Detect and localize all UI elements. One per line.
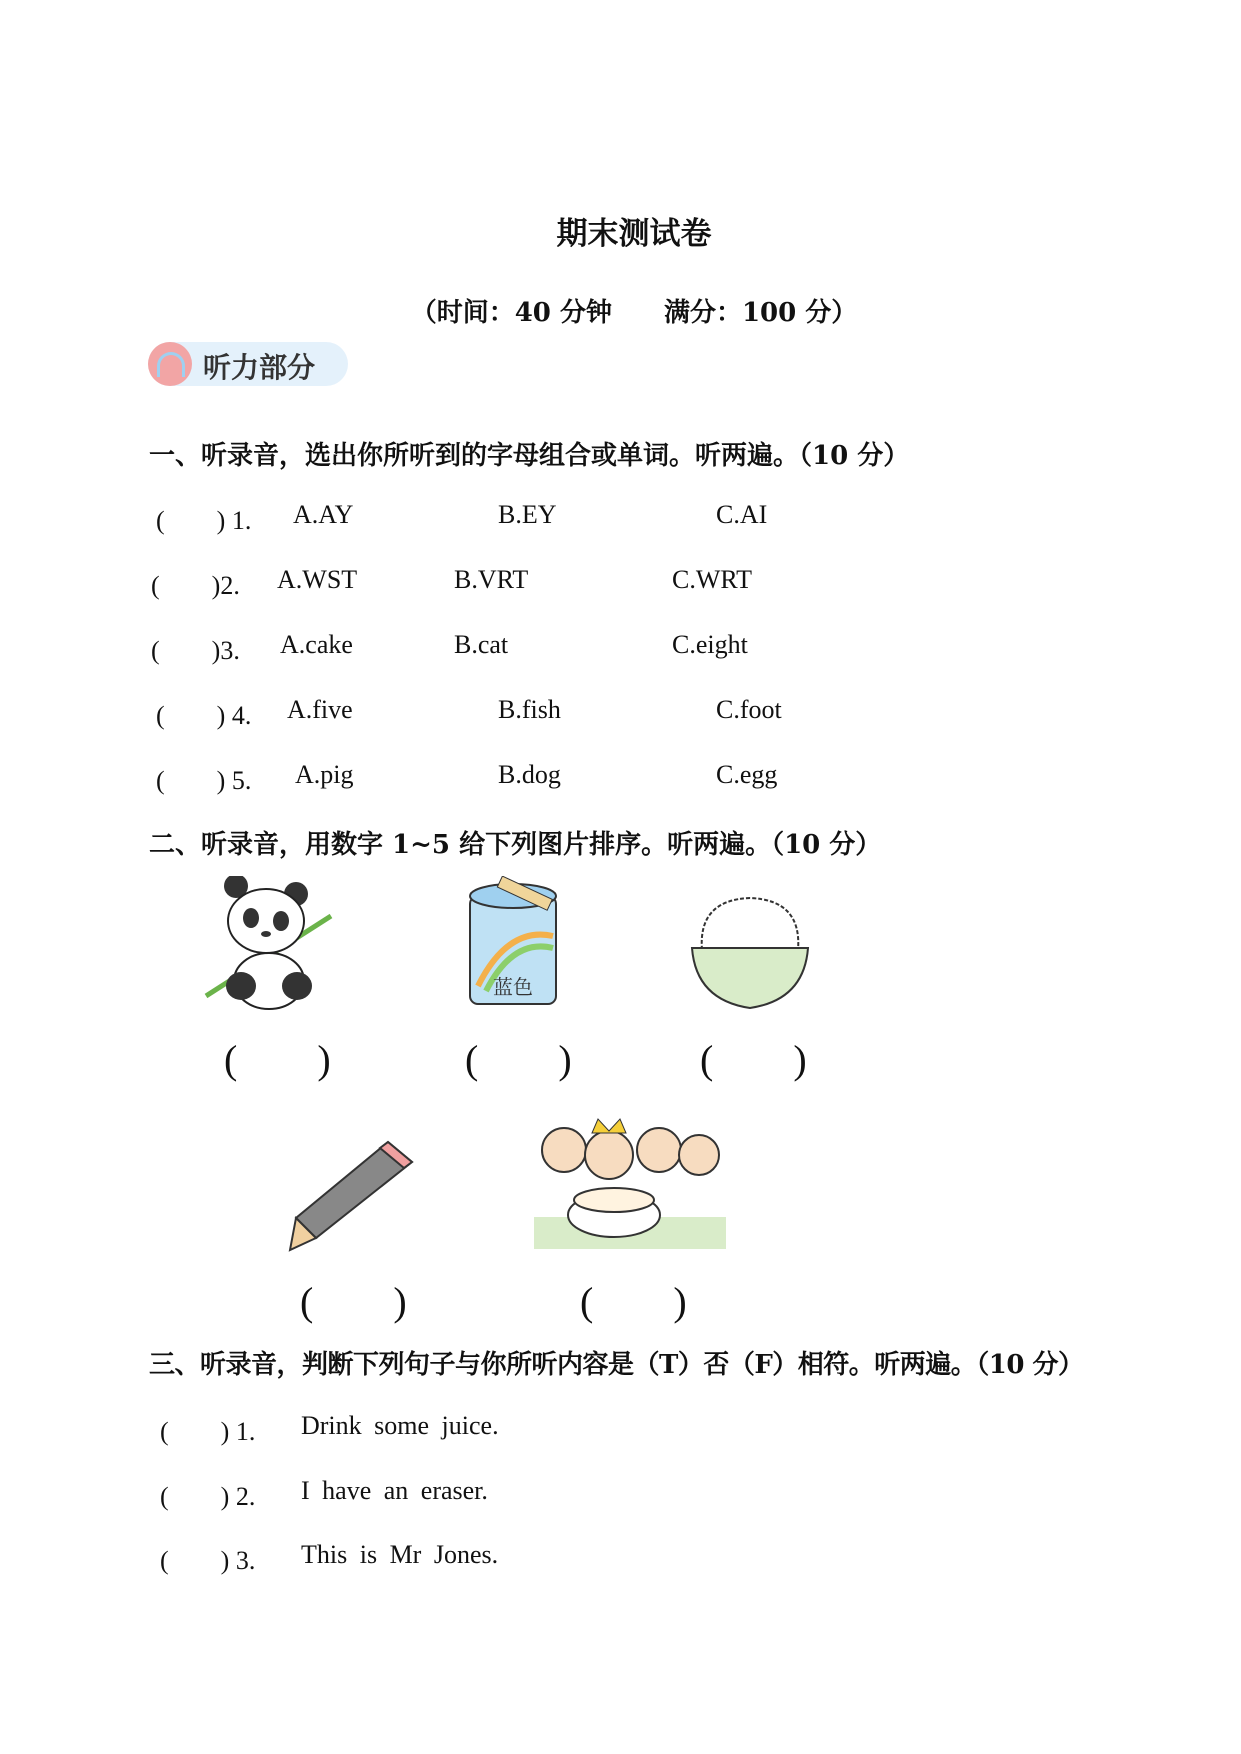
sentence: This is Mr Jones. xyxy=(301,1540,499,1569)
order-blank[interactable]: ( ) xyxy=(700,1037,807,1082)
exam-info: （时间：40 分钟 满分：100 分） xyxy=(410,298,858,328)
answer-blank[interactable]: ( ) 1. xyxy=(160,1417,256,1446)
option-a: A.pig xyxy=(295,760,354,789)
paint-bucket-picture xyxy=(458,876,568,1012)
option-c: C.AI xyxy=(716,500,768,529)
order-blank[interactable]: ( ) xyxy=(300,1279,407,1324)
sentence: I have an eraser. xyxy=(301,1476,488,1505)
paint-label: 蓝色 xyxy=(493,975,533,999)
sentence: Drink some juice. xyxy=(301,1411,499,1440)
section2-heading: 二、听录音，用数字 1~5 给下列图片排序。听两遍。（10 分） xyxy=(149,830,882,860)
option-b: B.fish xyxy=(498,695,561,724)
option-a: A.WST xyxy=(277,565,358,594)
option-c: C.WRT xyxy=(672,565,753,594)
answer-blank[interactable]: ( ) 4. xyxy=(156,701,252,730)
option-c: C.foot xyxy=(716,695,782,724)
answer-blank[interactable]: ( )2. xyxy=(151,571,240,600)
answer-blank[interactable]: ( ) 2. xyxy=(160,1482,256,1511)
section1-heading: 一、听录音，选出你所听到的字母组合或单词。听两遍。（10 分） xyxy=(149,441,910,471)
badge-label: 听力部分 xyxy=(203,351,316,384)
answer-blank[interactable]: ( ) 5. xyxy=(156,766,252,795)
section3-heading: 三、听录音，判断下列句子与你所听内容是（T）否（F）相符。听两遍。（10 分） xyxy=(149,1350,1084,1380)
listening-badge xyxy=(148,342,348,386)
birthday-party-picture xyxy=(534,1105,726,1249)
answer-blank[interactable]: ( )3. xyxy=(151,636,240,665)
option-b: B.cat xyxy=(454,630,509,659)
option-a: A.cake xyxy=(280,630,353,659)
option-c: C.egg xyxy=(716,760,778,789)
option-c: C.eight xyxy=(672,630,748,659)
rice-bowl-picture xyxy=(688,890,812,1012)
option-a: A.five xyxy=(287,695,353,724)
order-blank[interactable]: ( ) xyxy=(224,1037,331,1082)
option-b: B.EY xyxy=(498,500,557,529)
option-a: A.AY xyxy=(293,500,354,529)
order-blank[interactable]: ( ) xyxy=(465,1037,572,1082)
page-title: 期末测试卷 xyxy=(556,216,712,252)
option-b: B.VRT xyxy=(454,565,529,594)
panda-picture xyxy=(201,876,337,1012)
headphones-icon xyxy=(148,342,192,386)
answer-blank[interactable]: ( ) 3. xyxy=(160,1546,256,1575)
answer-blank[interactable]: ( ) 1. xyxy=(156,506,252,535)
order-blank[interactable]: ( ) xyxy=(580,1279,687,1324)
pencil-picture xyxy=(288,1138,416,1252)
option-b: B.dog xyxy=(498,760,561,789)
